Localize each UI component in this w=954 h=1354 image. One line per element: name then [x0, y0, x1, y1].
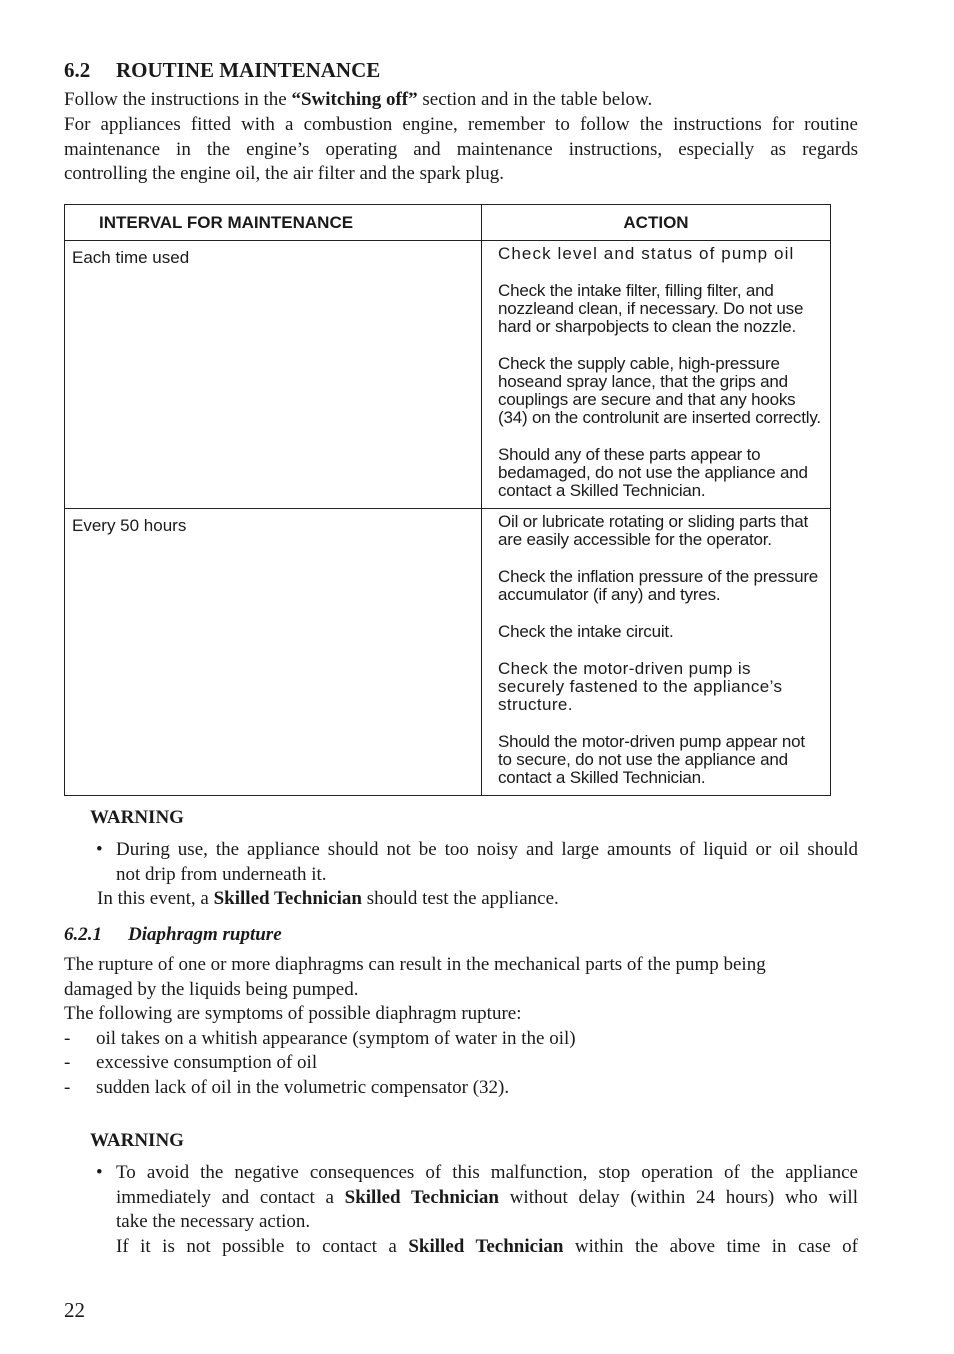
- warning-text: take the necessary action.: [116, 1211, 311, 1233]
- intro-text: Follow the instructions in the: [64, 89, 292, 110]
- intro-paragraph-1: [64, 88, 858, 113]
- dash-marker: -: [64, 1052, 71, 1074]
- warning-text-part: within the above time in case of: [563, 1235, 858, 1257]
- intro-line: For appliances fitted with a combustion engine, remember to follow the instructions for routine: [64, 114, 858, 135]
- list-item-text: excessive consumption of oil: [96, 1052, 318, 1074]
- interval-cell: Each time used: [65, 241, 482, 509]
- warning-text: not drip from underneath it.: [116, 863, 327, 885]
- section-number: 6.2: [64, 58, 91, 82]
- warning-title: WARNING: [90, 807, 184, 828]
- action-cell: [482, 509, 831, 796]
- skilled-technician-text: Skilled Technician: [213, 888, 362, 909]
- warning-bullet: [116, 838, 858, 887]
- warning-text-part: If it is not possible to contact a: [116, 1235, 409, 1257]
- warning-text-part: immediately and contact a: [116, 1186, 345, 1208]
- interval-cell: Every 50 hours: [65, 509, 482, 796]
- page-number: 22: [64, 1298, 85, 1322]
- action-item: Should the motor-driven pump appear not to secure, do not use the appliance and contact a Skilled Technician.: [498, 732, 805, 787]
- action-item: Check level and status of pump oil: [498, 244, 795, 263]
- dash-marker: -: [64, 1027, 71, 1049]
- intro-text: section and in the table below.: [417, 89, 653, 110]
- table-header-row: [65, 205, 831, 241]
- section-title: ROUTINE MAINTENANCE: [116, 58, 381, 82]
- warning-followup: [97, 887, 559, 912]
- subsection-heading: [64, 924, 282, 946]
- maintenance-table: [64, 204, 831, 796]
- followup-text: should test the appliance.: [361, 888, 559, 909]
- action-item: Should any of these parts appear to bedamaged, do not use the appliance and contact a Skilled Technician.: [498, 445, 808, 500]
- skilled-technician-text: Skilled Technician: [408, 1235, 564, 1257]
- action-item: Oil or lubricate rotating or sliding parts that are easily accessible for the operator.: [498, 512, 808, 549]
- bullet-icon: •: [96, 839, 103, 860]
- bullet-icon: •: [96, 1162, 103, 1183]
- followup-text: In this event, a: [97, 888, 214, 909]
- intro-line: maintenance in the engine’s operating and maintenance instructions, especially as regards: [64, 138, 858, 160]
- warning-text-part: without delay (within 24 hours) who will: [498, 1186, 858, 1208]
- list-item: [64, 1051, 858, 1076]
- section-heading: [64, 58, 380, 83]
- subsection-number: 6.2.1: [64, 924, 102, 945]
- table-row: [65, 509, 831, 796]
- action-item: Check the intake filter, filling filter, and nozzleand clean, if necessary. Do not use hard or sharpobjects to clean the nozzle.: [498, 281, 804, 336]
- warning-text: During use, the appliance should not be too noisy and large amounts of liquid or oil should: [116, 839, 858, 860]
- header-action: ACTION: [482, 205, 831, 241]
- intro-line: controlling the engine oil, the air filter and the spark plug.: [64, 163, 505, 185]
- warning-text: [116, 1235, 858, 1260]
- list-item: [64, 1076, 858, 1101]
- warning-title: WARNING: [90, 1130, 184, 1151]
- dash-marker: -: [64, 1076, 71, 1098]
- intro-paragraph-2: [64, 113, 858, 187]
- rupture-text: damaged by the liquids being pumped.: [64, 978, 359, 1000]
- skilled-technician-text: Skilled Technician: [344, 1186, 499, 1208]
- rupture-text: The rupture of one or more diaphragms can result in the mechanical parts of the pump being: [64, 954, 766, 975]
- warning-text: To avoid the negative consequences of this malfunction, stop operation of the appliance: [116, 1162, 858, 1183]
- list-item: [64, 1027, 858, 1052]
- list-item-text: sudden lack of oil in the volumetric compensator (32).: [96, 1076, 510, 1098]
- action-item: Check the inflation pressure of the pressure accumulator (if any) and tyres.: [498, 567, 819, 604]
- list-item-text: oil takes on a whitish appearance (symptom of water in the oil): [96, 1027, 576, 1049]
- rupture-text: The following are symptoms of possible diaphragm rupture:: [64, 1003, 522, 1025]
- switching-off-reference: “Switching off”: [291, 89, 418, 110]
- warning-bullet: [116, 1161, 858, 1259]
- header-interval: INTERVAL FOR MAINTENANCE: [65, 205, 482, 241]
- action-cell: [482, 241, 831, 509]
- action-item: Check the supply cable, high-pressure hoseand spray lance, that the grips and couplings are secure and that any hooks (34) on the controlunit are inserted correctly.: [498, 354, 821, 427]
- action-item: Check the motor-driven pump is securely fastened to the appliance’s structure.: [498, 659, 783, 714]
- rupture-paragraph: [64, 953, 858, 1101]
- action-item: Check the intake circuit.: [498, 622, 674, 641]
- warning-text: [116, 1186, 858, 1211]
- subsection-title: Diaphragm rupture: [128, 924, 282, 945]
- table-row: [65, 241, 831, 509]
